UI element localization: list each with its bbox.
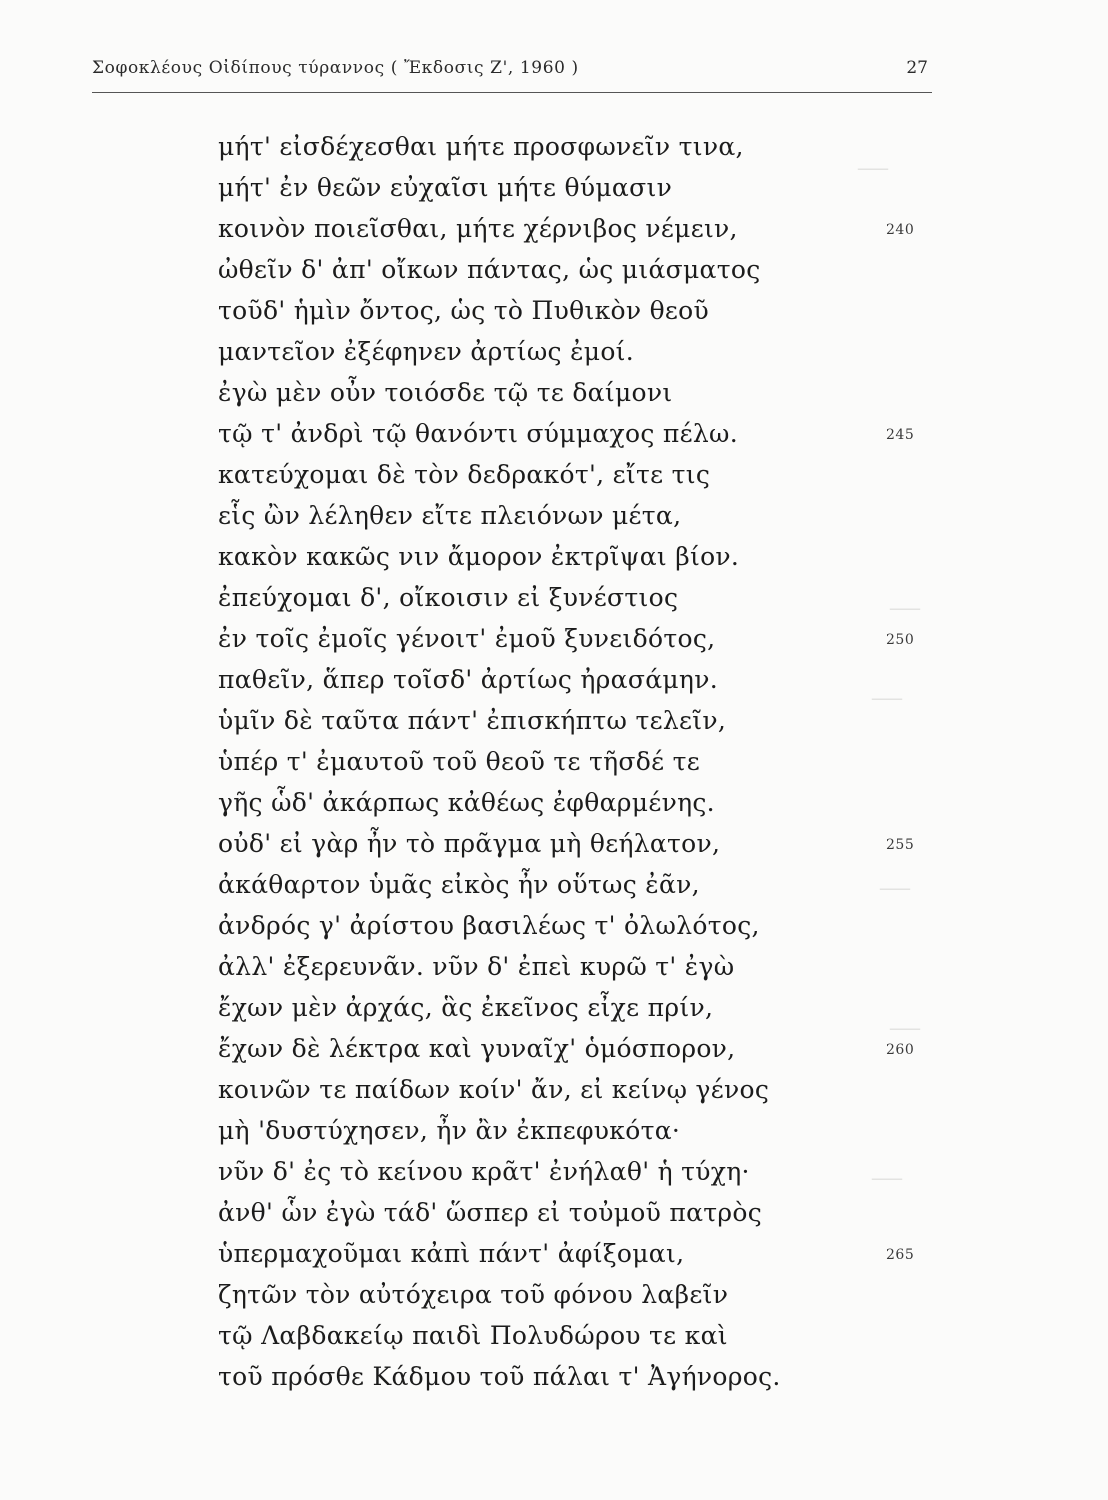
verse-text: τοῦδ' ἡμὶν ὄντος, ὡς τὸ Πυθικὸν θεοῦ: [218, 296, 710, 325]
verse-text: ὠθεῖν δ' ἀπ' οἴκων πάντας, ὡς μιάσματος: [218, 255, 761, 284]
verse-line: [218, 1069, 938, 1110]
verse-text: τοῦ πρόσθε Κάδμου τοῦ πάλαι τ' Ἀγήνορος.: [218, 1362, 781, 1391]
verse-text: οὐδ' εἰ γὰρ ἦν τὸ πρᾶγμα μὴ θεήλατον,: [218, 829, 721, 858]
verse-text: κοινὸν ποιεῖσθαι, μήτε χέρνιβος νέμειν,: [218, 214, 738, 243]
verse-line: [218, 1274, 938, 1315]
verse-text: ἀκάθαρτον ὑμᾶς εἰκὸς ἦν οὕτως ἐᾶν,: [218, 870, 700, 899]
line-number: 255: [886, 837, 915, 853]
line-number: 260: [886, 1042, 915, 1058]
verse-line: [218, 577, 938, 618]
verse-line: [218, 372, 938, 413]
verse-line: [218, 454, 938, 495]
verse-text: ἐγὼ μὲν οὖν τοιόσδε τῷ τε δαίμονι: [218, 378, 673, 407]
verse-line: [218, 618, 938, 659]
verse-text: μὴ 'δυστύχησεν, ἦν ἂν ἐκπεφυκότα·: [218, 1116, 681, 1145]
verse-line: [218, 1233, 938, 1274]
verse-line: [218, 126, 938, 167]
verse-text: ἀνθ' ὧν ἐγὼ τάδ' ὥσπερ εἰ τοὐμοῦ πατρὸς: [218, 1198, 763, 1227]
verse-line: [218, 331, 938, 372]
verse-line: [218, 741, 938, 782]
verse-text: ἔχων μὲν ἀρχάς, ἃς ἐκεῖνος εἶχε πρίν,: [218, 993, 714, 1022]
verse-line: [218, 700, 938, 741]
verse-line: [218, 536, 938, 577]
verse-text: τῷ τ' ἀνδρὶ τῷ θανόντι σύμμαχος πέλω.: [218, 419, 738, 448]
verse-text: παθεῖν, ἅπερ τοῖσδ' ἀρτίως ἠρασάμην.: [218, 665, 718, 694]
verse-text: ἐπεύχομαι δ', οἴκοισιν εἰ ξυνέστιος: [218, 583, 679, 612]
verse-text: κακὸν κακῶς νιν ἄμορον ἐκτρῖψαι βίον.: [218, 542, 740, 571]
verse-line: [218, 1192, 938, 1233]
verse-line: [218, 823, 938, 864]
verse-line: [218, 782, 938, 823]
verse-text: νῦν δ' ἐς τὸ κείνου κρᾶτ' ἐνήλαθ' ἡ τύχη·: [218, 1157, 750, 1186]
document-page: — — — — — — Σοφοκλέους Οἰδίπους τύραννος ( Ἔκδοσις Ζ', 1960 ) 27 μήτ' εἰσδέχεσθαι μήτε προσφωνεῖν τινα, μήτ' ἐν θεῶν εὐχαῖσι μήτε θύμασιν κοινὸν ποιεῖσθαι, μήτε χέρνιβος νέμειν, 240 ὠθεῖν δ' ἀπ' οἴκων πάντας, ὡς μιάσματος τοῦδ' ἡμὶν ὄντος, ὡς τὸ Πυθικὸν θεοῦ μαντεῖον ἐξέφηνεν ἀρτίως ἐμοί. ἐγὼ μὲν οὖν τοιόσδε τῷ τε δαίμονι τῷ τ' ἀνδρὶ τῷ θανόντι σύμμαχος πέλω. 245 κατεύχομαι δὲ τὸν δεδρακότ', εἴτε τις εἷς ὢν λέληθεν εἴτε πλειόνων μέτα, κακὸν κακῶς νιν ἄμορον ἐκτρῖψαι βίον. ἐπεύχομαι δ', οἴκοισιν εἰ ξυνέστιος ἐν τοῖς ἐμοῖς γένοιτ' ἐμοῦ ξυνειδότος, 250 παθεῖν, ἅπερ τοῖσδ' ἀρτίως ἠρασάμην. ὑμῖν δὲ ταῦτα πάντ' ἐπισκήπτω τελεῖν, ὑπέρ τ' ἐμαυτοῦ τοῦ θεοῦ τε τῆσδέ τε γῆς ὧδ' ἀκάρπως κἀθέως ἐφθαρμένης. οὐδ' εἰ γὰρ ἦν τὸ πρᾶγμα μὴ θεήλατον, 255 ἀκάθαρτον ὑμᾶς εἰκὸς ἦν οὕτως ἐᾶν, ἀνδρός γ' ἀρίστου βασιλέως τ' ὀλωλότος, ἀλλ' ἐξερευνᾶν. νῦν δ' ἐπεὶ κυρῶ τ' ἐγὼ ἔχων μὲν ἀρχάς, ἃς ἐκεῖνος εἶχε πρίν, ἔχων δὲ λέκτρα καὶ γυναῖχ' ὁμόσπορον, 260 κοινῶν τε παίδων κοίν' ἄν, εἰ κείνῳ γένος μὴ 'δυστύχησεν, ἦν ἂν ἐκπεφυκότα· νῦν δ' ἐς τὸ κείνου κρᾶτ' ἐνήλαθ' ἡ τύχη· ἀνθ' ὧν ἐγὼ τάδ' ὥσπερ εἰ τοὐμοῦ πατρὸς ὑπερμαχοῦμαι κἀπὶ πάντ' ἀφίξομαι, 265 ζητῶν τὸν αὐτόχειρα τοῦ φόνου λαβεῖν τῷ Λαβδακείῳ παιδὶ Πολυδώρου τε καὶ τοῦ πρόσθε Κάδμου τοῦ πάλαι τ' Ἀγήνορος.: [0, 0, 1108, 1500]
page-header: [92, 58, 932, 93]
verse-text: ἀλλ' ἐξερευνᾶν. νῦν δ' ἐπεὶ κυρῶ τ' ἐγὼ: [218, 952, 735, 981]
verse-text: ὑμῖν δὲ ταῦτα πάντ' ἐπισκήπτω τελεῖν,: [218, 706, 727, 735]
verse-line: [218, 1151, 938, 1192]
verse-line: [218, 413, 938, 454]
verse-text: ὑπερμαχοῦμαι κἀπὶ πάντ' ἀφίξομαι,: [218, 1239, 685, 1268]
running-head: Σοφοκλέους Οἰδίπους τύραννος ( Ἔκδοσις Ζ', 1960 ): [92, 58, 579, 78]
verse-line: [218, 987, 938, 1028]
verse-text: ζητῶν τὸν αὐτόχειρα τοῦ φόνου λαβεῖν: [218, 1280, 729, 1309]
line-number: 250: [886, 632, 915, 648]
verse-line: [218, 1315, 938, 1356]
verse-line: [218, 495, 938, 536]
verse-line: [218, 946, 938, 987]
verse-text: μήτ' εἰσδέχεσθαι μήτε προσφωνεῖν τινα,: [218, 132, 744, 161]
verse-text: ὑπέρ τ' ἐμαυτοῦ τοῦ θεοῦ τε τῆσδέ τε: [218, 747, 701, 776]
verse-text: μήτ' ἐν θεῶν εὐχαῖσι μήτε θύμασιν: [218, 173, 673, 202]
verse-line: [218, 167, 938, 208]
verse-line: [218, 1356, 938, 1397]
line-number: 265: [886, 1247, 915, 1263]
verse-line: [218, 659, 938, 700]
verse-line: [218, 249, 938, 290]
verse-text: τῷ Λαβδακείῳ παιδὶ Πολυδώρου τε καὶ: [218, 1321, 728, 1350]
verse-text: ἐν τοῖς ἐμοῖς γένοιτ' ἐμοῦ ξυνειδότος,: [218, 624, 716, 653]
verse-line: [218, 864, 938, 905]
verse-text: εἷς ὢν λέληθεν εἴτε πλειόνων μέτα,: [218, 501, 682, 530]
verse-block: [218, 126, 938, 1397]
verse-line: [218, 208, 938, 249]
verse-line: [218, 290, 938, 331]
page-number: 27: [906, 58, 928, 78]
verse-line: [218, 1110, 938, 1151]
line-number: 245: [886, 427, 915, 443]
verse-line: [218, 1028, 938, 1069]
verse-text: ἀνδρός γ' ἀρίστου βασιλέως τ' ὀλωλότος,: [218, 911, 760, 940]
verse-line: [218, 905, 938, 946]
line-number: 240: [886, 222, 915, 238]
verse-text: κοινῶν τε παίδων κοίν' ἄν, εἰ κείνῳ γένος: [218, 1075, 770, 1104]
verse-text: ἔχων δὲ λέκτρα καὶ γυναῖχ' ὁμόσπορον,: [218, 1034, 736, 1063]
verse-text: μαντεῖον ἐξέφηνεν ἀρτίως ἐμοί.: [218, 337, 635, 366]
verse-text: γῆς ὧδ' ἀκάρπως κἀθέως ἐφθαρμένης.: [218, 788, 715, 817]
verse-text: κατεύχομαι δὲ τὸν δεδρακότ', εἴτε τις: [218, 460, 711, 489]
